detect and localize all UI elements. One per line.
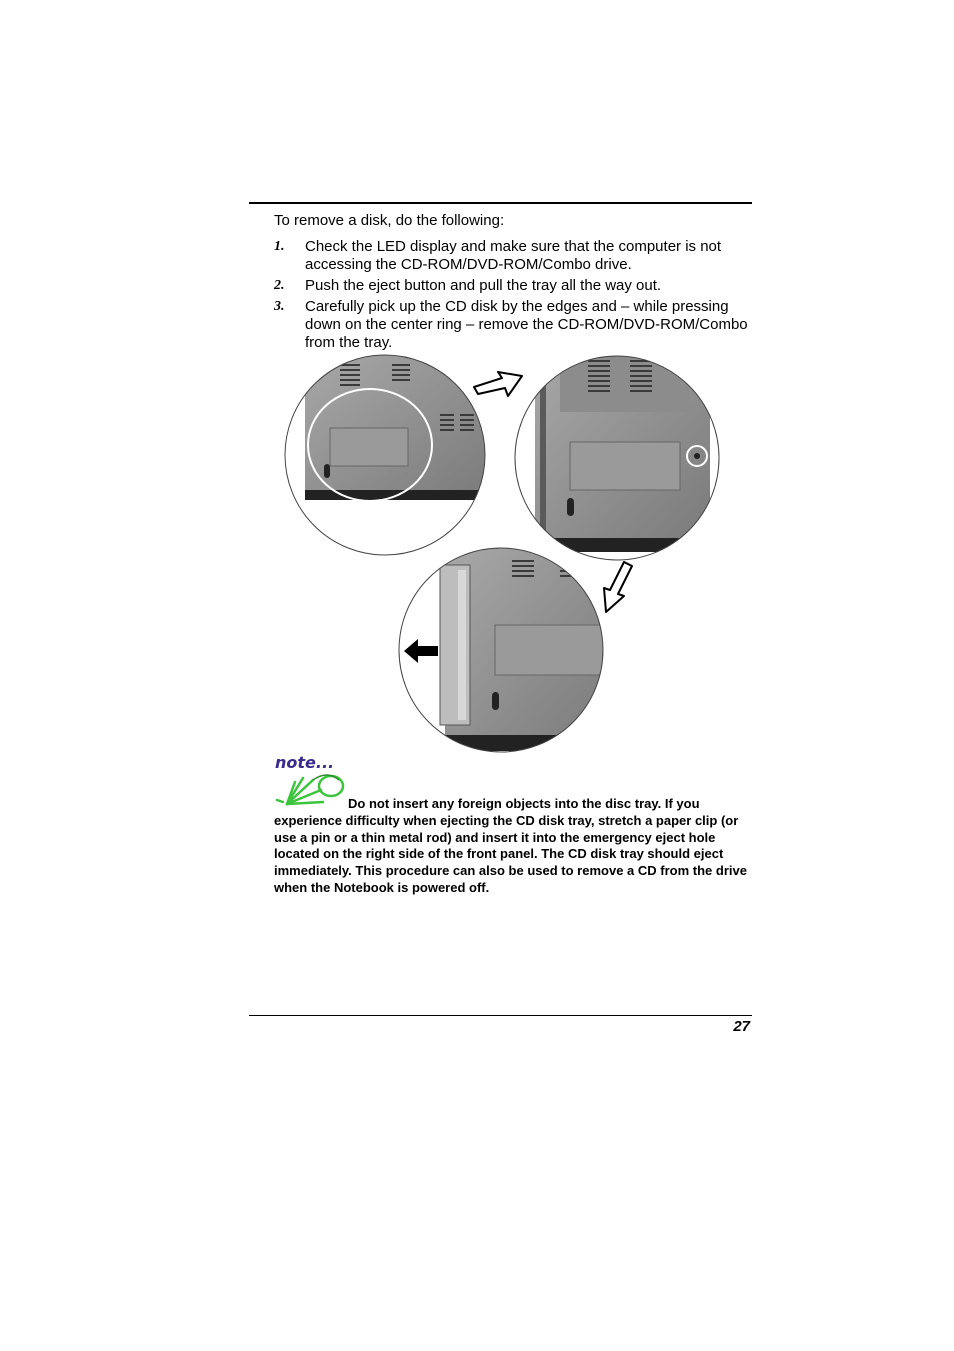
laptop-bottom-panel <box>285 355 495 555</box>
list-item <box>274 238 754 274</box>
intro-text: To remove a disk, do the following: <box>274 212 505 229</box>
note-logo-text: note... <box>275 753 335 772</box>
page-number: 27 <box>733 1018 750 1035</box>
list-item <box>274 277 754 295</box>
step-text: Check the LED display and make sure that the computer is not accessing the CD-ROM/DVD-ROM/Combo drive. <box>305 238 722 273</box>
step-number: 3. <box>274 299 285 314</box>
note-text: Do not insert any foreign objects into the disc tray. If you experience difficulty when ejecting the CD disk tray, stretch a paper clip (or use a pin or a thin metal rod) and insert it into the emergency eject hole located on the right side of the front panel. The CD disk tray should eject immediately. This procedure can also be used to remove a CD from the drive when the Notebook is powered off. <box>274 796 747 895</box>
step-text: Push the eject button and pull the tray all the way out. <box>305 277 662 294</box>
step-number: 2. <box>274 278 285 293</box>
step-text: Carefully pick up the CD disk by the edges and – while pressing down on the center ring – remove the CD-ROM/DVD-ROM/Combo from the tray. <box>305 298 748 351</box>
steps-list <box>274 238 754 355</box>
step-number: 1. <box>274 239 285 254</box>
footer-rule <box>249 1015 752 1016</box>
list-item <box>274 298 754 352</box>
arrow-down-left-icon <box>604 562 632 612</box>
eject-button-closeup-panel <box>515 350 719 560</box>
disk-removal-illustration <box>280 350 720 754</box>
arrow-right-icon <box>474 372 522 396</box>
header-rule <box>249 202 752 204</box>
